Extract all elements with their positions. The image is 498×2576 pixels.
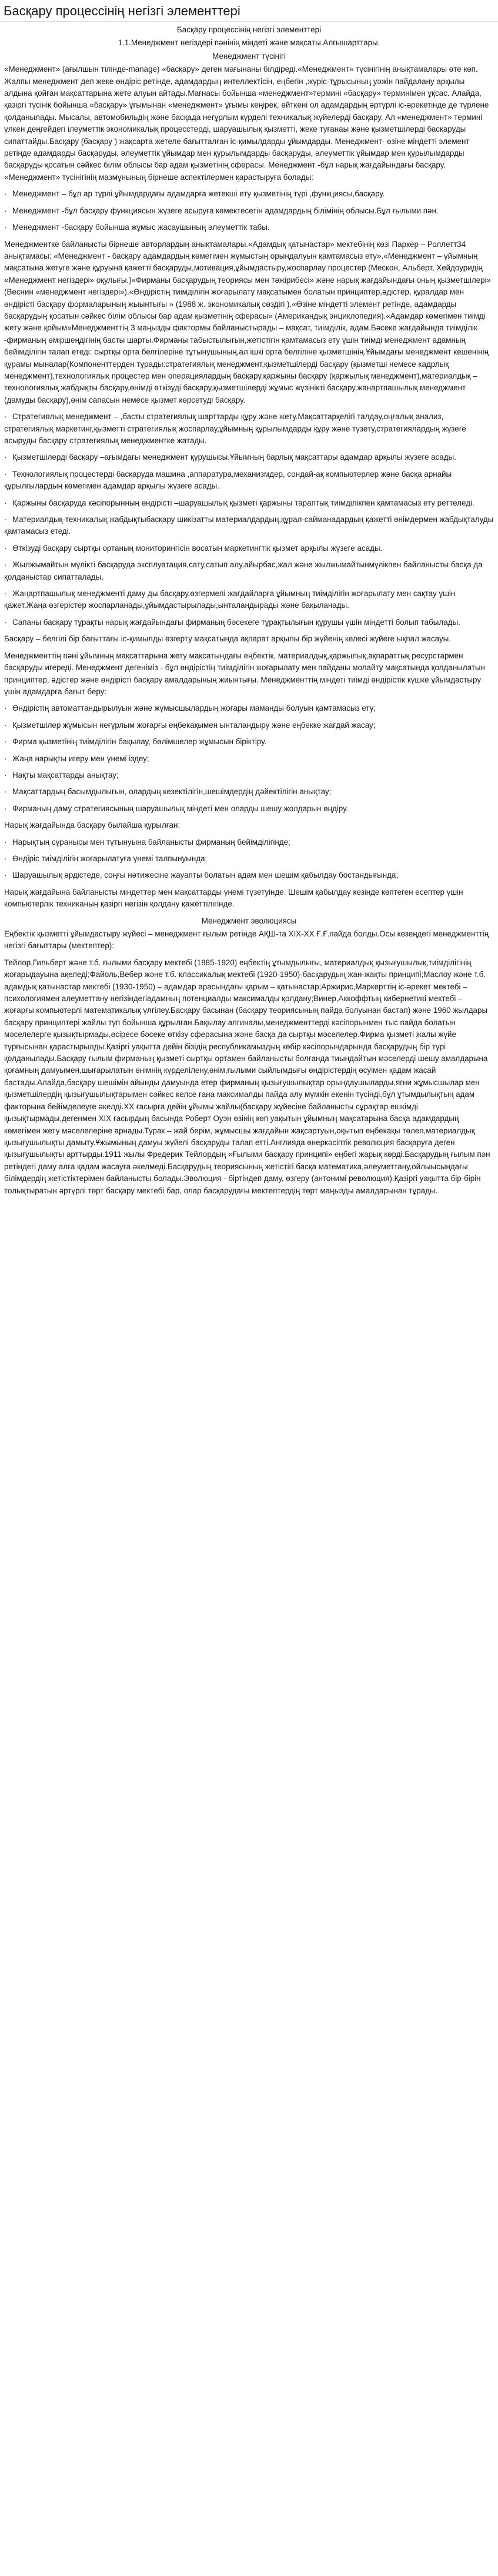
bullet-text: Жаңартпашылық менеджменті даму ды басқару,өзгермелі жағдайларға ұйымның тиімділігін жоғарылату мен сақтау үшін қажет.Жаңа өзгерістер жоспарланады,ұйымдастырылады,ынталандырады және бақыланады. (4, 589, 456, 610)
bullet-icon: · (4, 412, 7, 421)
bullet-item (4, 188, 494, 200)
bullet-item (4, 222, 494, 233)
bullet-item (4, 786, 494, 798)
bullet-text: Нақты мақсаттарды анықтау; (12, 770, 119, 780)
bullet-icon: · (4, 453, 7, 462)
document-subheading: 1.1.Менеджмент негіздері пәнінің міндеті және мақсаты.Алғышарттары. (118, 38, 380, 48)
bullet-text: Менеджмент -бұл басқару функциясын жүзеге асыруға көмектесетін адамдардың білімінің облысы.Бұл ғылыми пән. (12, 206, 439, 215)
document-body (0, 22, 498, 1213)
bullet-text: Менеджмент – бұл ар түрлі ұйымдардағы адамдарға жетекші ету қызметінің түрі ,функциясы,басқару. (12, 189, 385, 199)
section-title-management-concept: Менеджмент түсінігі (212, 51, 286, 61)
paragraph: Менеджментке байланысты бірнеше авторлардың анықтамалары.«Адамдық қатынастар» мектебінің көзі Паркер – Роллетт34 анықтамасы: «Менеджмент - басқару адамдардың көмегімен жұмыстың орындалуын қамтамасыз ету».«Менеджмент – ұйымның мақсатына жетуге және құруына қажетті басқаруды,мотивация,ұйымдастыру,жоспарлау процестер (Мескон, Альберт, Хейдоуридің «Менеджмент негіздері» оқулығы.)«Фирманы басқарудың теориясы мен тәжірибесі» және нарық жағдайындағы оның қызметшілері» (Веснин «менеджмент негіздері»).«Өндірістің тиімділігін жоғарылату мақсатымен болатын принциптер,әдістер, құралдар мен өндірісті басқару формаларының жыынтығы » (1988 ж. экономикалық сөздігі ).«Өзіне міндетті элемент ретінде, адамдарды басқарудың қосатын сәйкес білім облысы бар адам қызметінің сферасы» (Американдық энциклопедия).«Адамдар көмегімен тиімді жету және қойым»Менеджменттің 3 маңызды фактормы байланыстырады – мақсат, тиімділік, адам.Бәсеке жағдайында тиімділік -фирманың өміршеңдігінің басты шарты.Фирманы табыстылығын,жетістігін қамтамасыз ету үшін тиімді менеджмент адамның бейімділігін талап етеді: сыртқы орта белгілеріне тұтынушының,ал ішкі орта белгіліне қызметшінің.Ұйымдағы менеджмент кешенінің құрамы мыналар(Компоненттерден тұрады:стратегиялық менеджмент,қызметшілерді басқару (қызметші немесе кадрлық менеджмент),технологиялық процестер мен операциялардың басқару,қаржыны басқару (қаржылық менеджмент),материалдық – технологиялық жабдықты басқару,өнімді өткізуді басқару,қызметшілерді жұмыс жүзінікті басқару,жанартпашылық менеджмент (дамуды басқару),өнім сапасын немесе қызмет көрсетуді басқару. (4, 239, 492, 404)
bullet-text: Өткізуді басқару сыртқы ортаның мониторингісін восатын маркетингтік қызмет арқылы жүзеге асады. (12, 543, 383, 553)
bullet-item (4, 205, 494, 217)
bullet-item (4, 770, 494, 781)
bullet-text: Стратегиялық менеджмент – ,басты стратегиялық шарттарды құру және жету.Мақсаттарқелігі талдау,оңғалық анализ, стратегиялық маркетинг,қызметті стратегиялық жоспарлау,ұйымның құрылымдарды құру және түзету,стратегиялардың жүзеге асыруды басқару стратегиялық менеджментке жатады. (4, 412, 466, 445)
paragraph: Менеджменттің пәні ұйымның мақсаттарына жету мақсатындағы еңбектік, материалдық,қаржылық,ақпараттық ресурстармен басқаруды игереді. Менеджмент дегеніміз - бұл өндірістің тиімділігін жоғарылату мен пайданы молайту мақсатында қолданылатын принциптер, әдістер және өндірісті басқару амалдарының жиынтығы. Менеджменттің міндеті тиімді өндірістік күшке ұйымдастыру үшін адамдарға бағыт беру: (4, 651, 485, 696)
bullet-icon: · (4, 589, 7, 598)
bullet-icon: · (4, 720, 7, 730)
bullet-text: Мақсаттардың басымдылығын, олардың кезектілігін,шешімдердің дәйектілігін анықтау; (12, 787, 332, 797)
bullet-item (4, 451, 494, 463)
bullet-text: Қызметшілерді басқару –ағымдағы менеджмент құрушысы.Ұйымның барлық мақсаттары адамдар арқылы жүзеге асады. (12, 453, 456, 462)
document-heading: Басқару процессінің негізгі элементтері (176, 25, 322, 34)
bullet-text: Жылжымайтын мүлікті басқаруда эксплуатация,сату,сатып алу,айырбас,жал және жылжымайтынмүлікпен байланысты басқа да қолданыстар сипатталады. (4, 560, 483, 581)
bullet-item (4, 559, 494, 583)
bullet-text: Фирма қызметінің тиімділігін бақылау, бөлімшелер жұмысын біріктіру. (12, 737, 267, 747)
bullet-text: Қаржыны басқаруда кәсіпорынның өндірісті –шаруашылық қызметі қаржыны тараптық тиімділікпен қамтамасыз ету реттеледі. (12, 498, 474, 507)
bullet-text: Сапаны басқару тұрақты нарық жағдайындағы фирманың бәсекеге тұрақтылығын құрушы үшін міндетті болып табылады. (12, 617, 460, 627)
bullet-icon: · (4, 837, 7, 847)
bullet-item (4, 869, 494, 881)
paragraph: Нарық жағдайына байланысты міндеттер мен мақсаттарды үнемі түзетуінде. Шешім қабылдау кезінде көптеген есептер үшін компьютерлік техниканың қазіргі негізін қолдану қажеттілігінде. (4, 887, 463, 909)
bullet-text: Нарықтың сұранысы мен тұтынуына байланысты фирманың бейімділігінде; (12, 837, 290, 847)
bullet-item (4, 803, 494, 815)
bullet-text: Шаруашылық әрдістеде, соңғы нәтижесіне жауапты болатын адам мен шешім қабылдау бостандығында; (12, 871, 399, 880)
bullet-item (4, 411, 494, 447)
bullet-item (4, 469, 494, 493)
bullet-text: Менеджмент -басқару бойынша жұмыс жасаушының әлеуметтік табы. (12, 223, 270, 232)
paragraph: Тейлор,Гильберт және т.б. ғылыми басқару мектебі (1885-1920) еңбектің ұтымдылығы, материалдық қызығушылық,тиімділігінің жоғарыдауына ақеледі;Файоль,Вебер және т.б. классикалық мектебі (1920-1950)-басқарудың жан-жақты принципі;Маслоу және т.б. адамдық қатынастар мектебі (1930-1950) – адамдар арасындағы қарым – қатынастар;Аржирис,Маркерттің іс-әрекет мектебі –психологиямен алеуметтану негізіндегіадамның потенциалды максималды қолдану;Винер,Аккоффтың кибернетикі мектебі – жоғарғы компьютерлі математикалық үлгілеу.Басқару басынан (басқару теориясының пайда болуынан бастап) және 1960 жылдары басқару принциптері жайлы түп бойынша құрылған.Бақылау алгиналы,менеджменттерді кәсіпорынмен тыс пайда болатын мәселелерге қызықтырмады,өсіресе бәсеке өткізу сферасына және басқа да сыртқы мәселелер.Фирма қызметі жалы жүйе түрғысынан қарастырылды.Қазіргі уақытта дейін бізідің республикамыздың көбір кәсіпорындарында басқарудың бір түрі қолданылады.Басқару ғылым фирманың қызметі сыртқы ортамен байланысты болғанда тиындайтын мәселерді шешу амалдарына қоғамның дамуымен,шығарылатын өнімнің күрделілену,өнім,ғылыми сыйлымдығы өндірістердің өсуімен қадам жасай бастады.Алайда,басқару шешімін айынды дамуында етер фирманың қызығушылықтар орындаушыларды,ягни жұмысшылар мен қызметшілердің қызығушылықтарымен сәйкес келсе ғана максималды пайда алу мүмкін екенін түсінді,бұл ұтымдылықтың адам факторына бейімделеуге әкелді.XX ғасырға дейін ұйымы жайлы(басқару жүйесіне байланысты сұрақтар ешкімді қызықтырмады,дегенмен XIX ғасырдың басында Роберт Оуэн өзінің көп уақытын ұйымның мақсатарына басқа адамдардың көмегімен жету мәселелеріне арнады.Турак – жай берім, жұмысшы жағдайын жақсартуын,оқытып еңбекақы төлеп,материалдық қызығушылықты дамыту.Ұжымының дамуы жүйелі басқаруды талап етті.Англияда өнеркәсіптік революция басқаруға деген қызығушылықты арттырды.1911 жылы Фредерик Тейлордың «Ғылыми басқару принципі» еңбегі жарық көрді.Басқарудың ғылым пән ретіндегі даму алға қадам жасауға әкелмеді.Басқарудың теориясының жетістігі басқа математика,әлеуметтану,ойлыысындағы білімдердің жетістіктерімен байланысты болады.Эволюция - біртіндеп даму, өзгеру (антонимі революция).Қазіргі уақытта бір-бірін толықтыратын әртүрлі төрт басқару мектебі бар, олар басқарудағы мектептердің төрт маңызды амалдарынан тұрады. (4, 958, 490, 1195)
bullet-icon: · (4, 854, 7, 863)
bullet-item (4, 702, 494, 714)
page-title: Басқару процессінің негізгі элементтері (0, 0, 498, 22)
bullet-item (4, 753, 494, 765)
bullet-text: Жаңа нарықты игеру мен үнемі іздеу; (12, 754, 149, 763)
bullet-text: Өндірістің автоматтандырылуын және жұмысшылардың жоғары маманды болуын қамтамасыз ету; (12, 704, 376, 713)
bullet-icon: · (4, 770, 7, 780)
paragraph: Еңбектік қызметті ұйымдастыру жүйесі – менеджмент ғылым ретінде АҚШ-та XIX-XX Ғ.Ғ.пайда болды.Осы кезеңдегі менеджменттің негізгі бағыттары (мектептер): (4, 929, 489, 951)
bullet-item (4, 514, 494, 538)
bullet-icon: · (4, 189, 7, 199)
bullet-item (4, 853, 494, 865)
bullet-icon: · (4, 787, 7, 797)
paragraph: «Менеджмент» (ағылшын тілінде-manage) «басқару» деген мағынаны білдіреді.«Менеджмент» түсінігінің анықтамалары өте көп. Жалпы менеджмент деп жеке өндіріс ретінде, адамдардың интеллектісін, еңбегін ,жүріс-тұрысының уәжін пайдалану арқылы алдына қойған мақсаттарына жете алуын айтады.Мағнасы бойынша «менеджмент»термині «басқару» терминімен ұқсас. Алайда, қазіргі түсінік бойынша «басқару» ұғымынан «менеджмент» ұғымы кеңірек, өйткені ол адамдардың әртүрлі іс-әрекетінде де түрлене қолданылады. Мысалы, автомобильдің және басқада неғұрлым күрделі техникалық жүйелерді басқару. Ал «менеджмент» термині үлкен деңгейдегі ілеуметтік экономикалық процесстерді, шаруашылық қызметті, жеке туғанаы және қызметшілерді басқаруды сипаттайды.Басқару (басқару ) жақсарта жетеле бағытталған іс-қимылдарды ұйымдарды. Менеджмент- өзіне міндетті элемент ретінде адамдарды басқаруды, әлеуметтік ұйымдар мен құрылымдарды басқаруды, әлеуметтік ұйымдар мен құрылымдарды басқаруды қосатын сәйкес білім облысы бар адам қызметінің сферасы. Менеджмент -бұл нарық жағдайындағы басқару. «Менеджмент» түсінігінің мазмұнының бірнеше аспектілермен қарастыруға болады: (4, 65, 489, 182)
paragraph: Басқару – белгілі бір бағыттағы іс-қимылды өзгерту мақсатында ақпарат арқылы бір жүйенің келесі жүйеге ықпал жасауы. (4, 634, 452, 644)
section-title-management-evolution: Менеджмент эволюциясы (201, 916, 297, 925)
bullet-text: Технологиялық процестерді басқаруда машина ,аппаратура,механизмдер, сондай-ақ компьютерлер және басқа арнайы құрылғылардың көмегімен адамдар арқылы жүзеге асады. (4, 469, 452, 491)
bullet-item (4, 543, 494, 554)
paragraph: Нарық жағдайында басқару былайша құрылған: (4, 821, 181, 830)
bullet-icon: · (4, 871, 7, 880)
bullet-icon: · (4, 737, 7, 747)
bullet-icon: · (4, 704, 7, 713)
bullet-icon: · (4, 617, 7, 627)
bullet-icon: · (4, 804, 7, 813)
bullet-item (4, 588, 494, 612)
bullet-icon: · (4, 223, 7, 232)
bullet-text: Материалдық-техникалық жабдықтыбасқару шикізатты материалдардың,құрал-сайманадардың қажетті өнімдермен жабдықталуды қамтамасыз етеді. (4, 515, 494, 536)
bullet-icon: · (4, 754, 7, 763)
bullet-item (4, 497, 494, 509)
bullet-icon: · (4, 543, 7, 553)
bullet-text: Өндіріс тиімділігін жоғарылатуға үнемі талпынуында; (12, 854, 208, 863)
bullet-icon: · (4, 498, 7, 507)
bullet-item (4, 837, 494, 848)
bullet-text: Фирманың даму стратегиясының шаруашылық міндеті мен оларды шешу жолдарын өңдіру. (12, 804, 349, 813)
bullet-text: Қызметшілер жұмысын неғұрлым жоғарғы еңбекақымен ынталандыру және еңбекке жағдай жасау; (12, 720, 376, 730)
bullet-item (4, 617, 494, 628)
bullet-icon: · (4, 515, 7, 524)
bullet-item (4, 720, 494, 731)
bullet-item (4, 736, 494, 748)
bullet-icon: · (4, 469, 7, 479)
bullet-icon: · (4, 560, 7, 570)
bullet-icon: · (4, 206, 7, 215)
